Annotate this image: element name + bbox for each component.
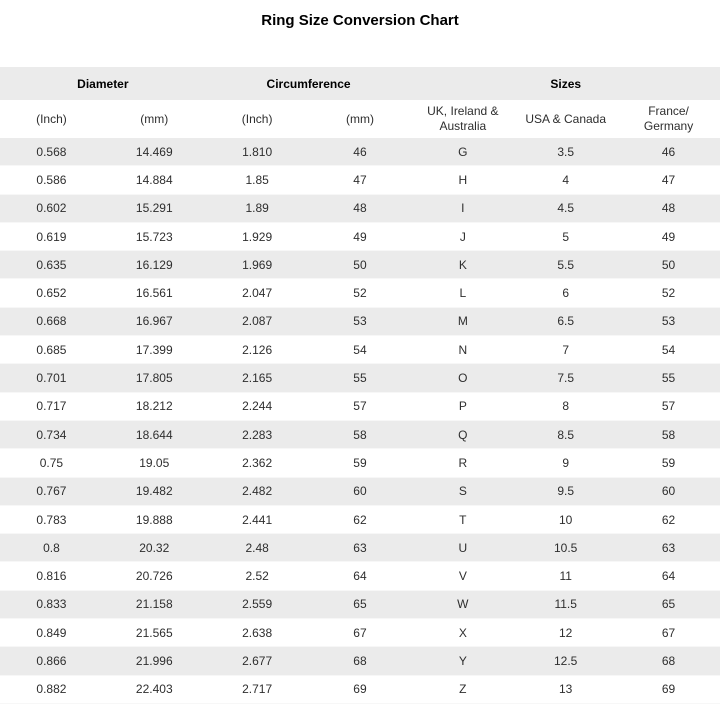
table-cell: 60 [309,478,412,506]
table-cell: 0.685 [0,336,103,364]
table-cell: 65 [309,591,412,619]
table-cell: 64 [617,562,720,590]
table-row [0,336,720,364]
table-cell: 21.996 [103,647,206,675]
table-cell: 0.849 [0,619,103,647]
table-cell: 8.5 [514,421,617,449]
table-cell: 50 [309,251,412,279]
table-cell: 53 [617,308,720,336]
table-cell: 62 [617,506,720,534]
table-cell: 16.129 [103,251,206,279]
table-cell: 49 [617,223,720,251]
table-cell: 12 [514,619,617,647]
table-cell: 0.619 [0,223,103,251]
table-cell: S [411,478,514,506]
table-row [0,279,720,307]
table-cell: 63 [617,534,720,562]
table-cell: 53 [309,308,412,336]
table-row [0,591,720,619]
table-cell: 2.047 [206,279,309,307]
table-cell: 14.884 [103,166,206,194]
col-header-usa-canada: USA & Canada [514,100,617,138]
table-cell: 19.482 [103,478,206,506]
table-cell: 0.635 [0,251,103,279]
table-cell: 20.32 [103,534,206,562]
table-cell: 16.967 [103,308,206,336]
table-row [0,364,720,392]
table-cell: 69 [309,676,412,704]
table-cell: 0.866 [0,647,103,675]
table-cell: 48 [617,195,720,223]
col-header-circumference-inch: (Inch) [206,100,309,138]
column-group-row [0,67,720,100]
table-body [0,138,720,704]
table-cell: 15.291 [103,195,206,223]
table-cell: X [411,619,514,647]
table-cell: 21.565 [103,619,206,647]
table-cell: 2.283 [206,421,309,449]
table-cell: 50 [617,251,720,279]
column-group-sizes: Sizes [411,67,720,100]
col-header-france-germany: France/ Germany [617,100,720,138]
table-row [0,676,720,704]
table-cell: 11.5 [514,591,617,619]
table-cell: 0.882 [0,676,103,704]
table-row [0,166,720,194]
table-cell: 1.89 [206,195,309,223]
table-cell: 2.126 [206,336,309,364]
table-cell: 18.212 [103,393,206,421]
table-cell: 46 [309,138,412,166]
col-header-circumference-mm: (mm) [309,100,412,138]
table-cell: 47 [309,166,412,194]
table-cell: 5 [514,223,617,251]
table-cell: 17.805 [103,364,206,392]
table-cell: 2.717 [206,676,309,704]
table-cell: 54 [309,336,412,364]
table-cell: 2.677 [206,647,309,675]
table-cell: 7.5 [514,364,617,392]
table-cell: 13 [514,676,617,704]
table-cell: G [411,138,514,166]
table-row [0,562,720,590]
table-cell: 65 [617,591,720,619]
table-cell: 19.05 [103,449,206,477]
table-cell: 59 [309,449,412,477]
table-row [0,223,720,251]
table-cell: 0.783 [0,506,103,534]
table-cell: 19.888 [103,506,206,534]
table-cell: 2.441 [206,506,309,534]
table-cell: 7 [514,336,617,364]
table-cell: 12.5 [514,647,617,675]
table-row [0,534,720,562]
table-cell: 2.165 [206,364,309,392]
table-cell: 0.602 [0,195,103,223]
table-cell: 2.087 [206,308,309,336]
col-header-diameter-mm: (mm) [103,100,206,138]
table-cell: Z [411,676,514,704]
table-cell: I [411,195,514,223]
table-cell: Y [411,647,514,675]
table-cell: P [411,393,514,421]
table-cell: 2.482 [206,478,309,506]
table-cell: 4 [514,166,617,194]
ring-size-table [0,67,720,704]
col-header-diameter-inch: (Inch) [0,100,103,138]
table-cell: 0.767 [0,478,103,506]
table-cell: 68 [309,647,412,675]
table-cell: Q [411,421,514,449]
col-header-uk-ireland-australia: UK, Ireland & Australia [411,100,514,138]
table-row [0,195,720,223]
table-cell: 48 [309,195,412,223]
table-cell: 15.723 [103,223,206,251]
table-cell: 2.638 [206,619,309,647]
table-cell: 4.5 [514,195,617,223]
table-cell: 58 [617,421,720,449]
table-cell: 9.5 [514,478,617,506]
table-cell: 67 [617,619,720,647]
table-cell: 0.668 [0,308,103,336]
table-cell: 52 [617,279,720,307]
table-cell: 1.929 [206,223,309,251]
table-cell: 55 [309,364,412,392]
table-cell: 2.52 [206,562,309,590]
table-cell: 21.158 [103,591,206,619]
table-cell: 3.5 [514,138,617,166]
table-row [0,393,720,421]
table-cell: 46 [617,138,720,166]
table-cell: 0.816 [0,562,103,590]
table-cell: 0.75 [0,449,103,477]
table-cell: 58 [309,421,412,449]
table-cell: 68 [617,647,720,675]
table-cell: 20.726 [103,562,206,590]
table-cell: 2.244 [206,393,309,421]
table-cell: R [411,449,514,477]
table-row [0,506,720,534]
table-cell: 1.810 [206,138,309,166]
table-cell: 6.5 [514,308,617,336]
table-cell: 16.561 [103,279,206,307]
table-row [0,619,720,647]
table-row [0,421,720,449]
table-row [0,449,720,477]
table-cell: N [411,336,514,364]
table-cell: 0.701 [0,364,103,392]
table-cell: 8 [514,393,617,421]
table-cell: 62 [309,506,412,534]
table-cell: 52 [309,279,412,307]
table-cell: W [411,591,514,619]
table-cell: 9 [514,449,617,477]
table-cell: 0.8 [0,534,103,562]
table-cell: K [411,251,514,279]
page-title: Ring Size Conversion Chart [261,12,459,29]
table-cell: L [411,279,514,307]
table-row [0,478,720,506]
table-cell: 69 [617,676,720,704]
table-cell: 18.644 [103,421,206,449]
table-cell: U [411,534,514,562]
table-cell: H [411,166,514,194]
table-cell: M [411,308,514,336]
table-cell: V [411,562,514,590]
table-cell: 17.399 [103,336,206,364]
table-cell: 0.717 [0,393,103,421]
table-cell: 0.833 [0,591,103,619]
table-row [0,647,720,675]
table-cell: 67 [309,619,412,647]
table-cell: 22.403 [103,676,206,704]
table-cell: O [411,364,514,392]
table-cell: J [411,223,514,251]
table-cell: 6 [514,279,617,307]
table-cell: T [411,506,514,534]
table-cell: 57 [617,393,720,421]
table-row [0,138,720,166]
table-cell: 1.85 [206,166,309,194]
table-cell: 47 [617,166,720,194]
table-header [0,67,720,138]
table-row [0,251,720,279]
table-cell: 63 [309,534,412,562]
table-cell: 54 [617,336,720,364]
table-cell: 10.5 [514,534,617,562]
table-cell: 1.969 [206,251,309,279]
table-cell: 0.652 [0,279,103,307]
column-header-row [0,100,720,138]
table-cell: 59 [617,449,720,477]
table-cell: 2.48 [206,534,309,562]
table-cell: 10 [514,506,617,534]
table-cell: 0.568 [0,138,103,166]
table-cell: 14.469 [103,138,206,166]
table-cell: 0.734 [0,421,103,449]
table-cell: 2.362 [206,449,309,477]
table-cell: 2.559 [206,591,309,619]
table-cell: 0.586 [0,166,103,194]
table-cell: 11 [514,562,617,590]
table-cell: 5.5 [514,251,617,279]
table-cell: 55 [617,364,720,392]
column-group-diameter: Diameter [0,67,206,100]
table-cell: 60 [617,478,720,506]
table-cell: 64 [309,562,412,590]
table-cell: 49 [309,223,412,251]
table-row [0,308,720,336]
column-group-circumference: Circumference [206,67,412,100]
table-cell: 57 [309,393,412,421]
